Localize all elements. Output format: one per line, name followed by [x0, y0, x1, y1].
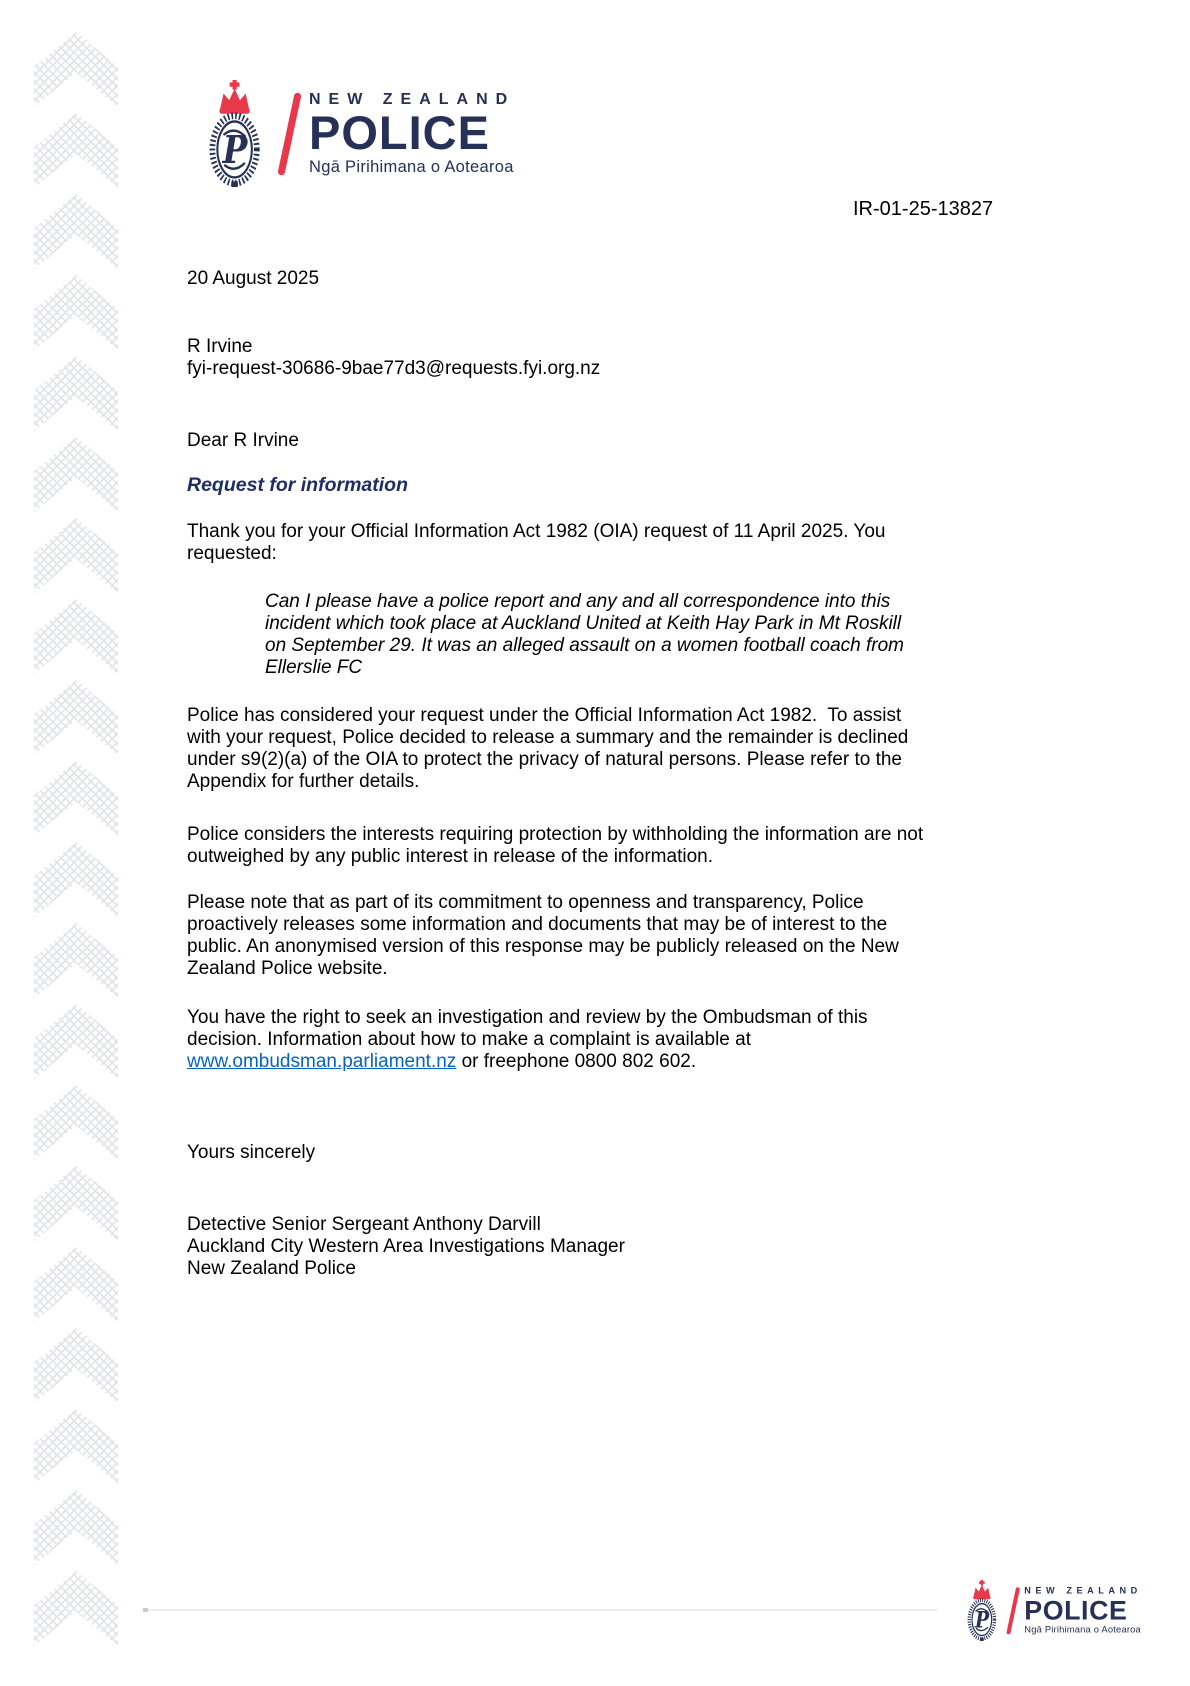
chevron-watermark-column	[34, 32, 118, 1652]
chevron-watermark	[34, 1085, 118, 1160]
chevron-watermark	[34, 1004, 118, 1079]
letter-date: 20 August 2025	[187, 268, 320, 289]
signatory-name: Detective Senior Sergeant Anthony Darvill	[187, 1214, 541, 1235]
chevron-watermark	[34, 842, 118, 917]
signature-block	[187, 1214, 625, 1280]
logo-slash	[277, 92, 301, 176]
quoted-request: Can I please have a police report and any and all correspondence into this incident which took place at Auckland United at Keith Hay Park in Mt Roskill on September 29. It was an alleged assault on a women football coach from Ellerslie FC	[265, 591, 904, 678]
nz-police-logo-footer	[961, 1580, 1142, 1642]
letter-heading: Request for information	[187, 474, 409, 496]
ombudsman-link[interactable]: www.ombudsman.parliament.nz	[187, 1051, 457, 1072]
paragraph-intro: Thank you for your Official Information Act 1982 (OIA) request of 11 April 2025. You requested:	[187, 521, 886, 564]
logo-police-text: POLICE	[309, 105, 490, 159]
signatory-org: New Zealand Police	[187, 1258, 356, 1279]
valediction: Yours sincerely	[187, 1142, 316, 1163]
chevron-watermark	[34, 437, 118, 512]
logo-tagline-text: Ngā Pirihimana o Aotearoa	[309, 158, 514, 177]
recipient-email: fyi-request-30686-9bae77d3@requests.fyi.org.nz	[187, 358, 601, 379]
chevron-watermark	[34, 761, 118, 836]
recipient-name: R Irvine	[187, 336, 253, 357]
signatory-title: Auckland City Western Area Investigations Manager	[187, 1236, 625, 1257]
logo-tagline-text: Ngā Pirihimana o Aotearoa	[1024, 1624, 1141, 1635]
reference-number: IR-01-25-13827	[853, 198, 994, 220]
logo-slash	[1006, 1587, 1020, 1635]
chevron-watermark	[34, 1409, 118, 1484]
chevron-watermark	[34, 680, 118, 755]
chevron-watermark	[34, 599, 118, 674]
footer-divider	[143, 1609, 937, 1611]
paragraph-public-interest: Police considers the interests requiring protection by withholding the information are not outweighed by any public interest in release of the information.	[187, 824, 924, 867]
chevron-watermark	[34, 1166, 118, 1241]
chevron-watermark	[34, 1247, 118, 1322]
chevron-watermark	[34, 32, 118, 107]
logo-new-zealand-text: NEW ZEALAND	[309, 90, 516, 108]
paragraph-proactive-release: Please note that as part of its commitment to openness and transparency, Police proactively releases some information and documents that may be of interest to the public. An anonymised version of this response may be publicly released on the New Zealand Police website.	[187, 892, 899, 979]
nz-police-logo-header	[198, 80, 515, 188]
logo-text	[309, 91, 515, 178]
paragraph-decision: Police has considered your request under the Official Information Act 1982. To assist with your request, Police decided to release a summary and the remainder is declined under s9(2)(a) of the OIA to protect the privacy of natural persons. Please refer to the Appendix for further details.	[187, 705, 909, 792]
police-crest-icon	[198, 80, 272, 188]
police-crest-icon	[961, 1580, 1003, 1642]
chevron-watermark	[34, 194, 118, 269]
freephone-text: or freephone 0800 802 602.	[456, 1051, 697, 1072]
chevron-watermark	[34, 1328, 118, 1403]
svg-text:P: P	[975, 1606, 990, 1633]
salutation: Dear R Irvine	[187, 430, 299, 451]
paragraph-ombudsman: You have the right to seek an investigation and review by the Ombudsman of this decision. Information about how to make a complaint is available at www.ombudsman.parliament.nz or freephone 0800 802 602.	[187, 1007, 868, 1072]
chevron-watermark	[34, 1490, 118, 1565]
recipient-block	[187, 336, 600, 380]
chevron-watermark	[34, 1571, 118, 1646]
chevron-watermark	[34, 518, 118, 593]
chevron-watermark	[34, 275, 118, 350]
logo-police-text: POLICE	[1024, 1594, 1128, 1625]
svg-text:P: P	[222, 127, 248, 173]
chevron-watermark	[34, 113, 118, 188]
chevron-watermark	[34, 356, 118, 431]
logo-text	[1024, 1586, 1142, 1636]
chevron-watermark	[34, 923, 118, 998]
logo-new-zealand-text: NEW ZEALAND	[1024, 1586, 1142, 1596]
